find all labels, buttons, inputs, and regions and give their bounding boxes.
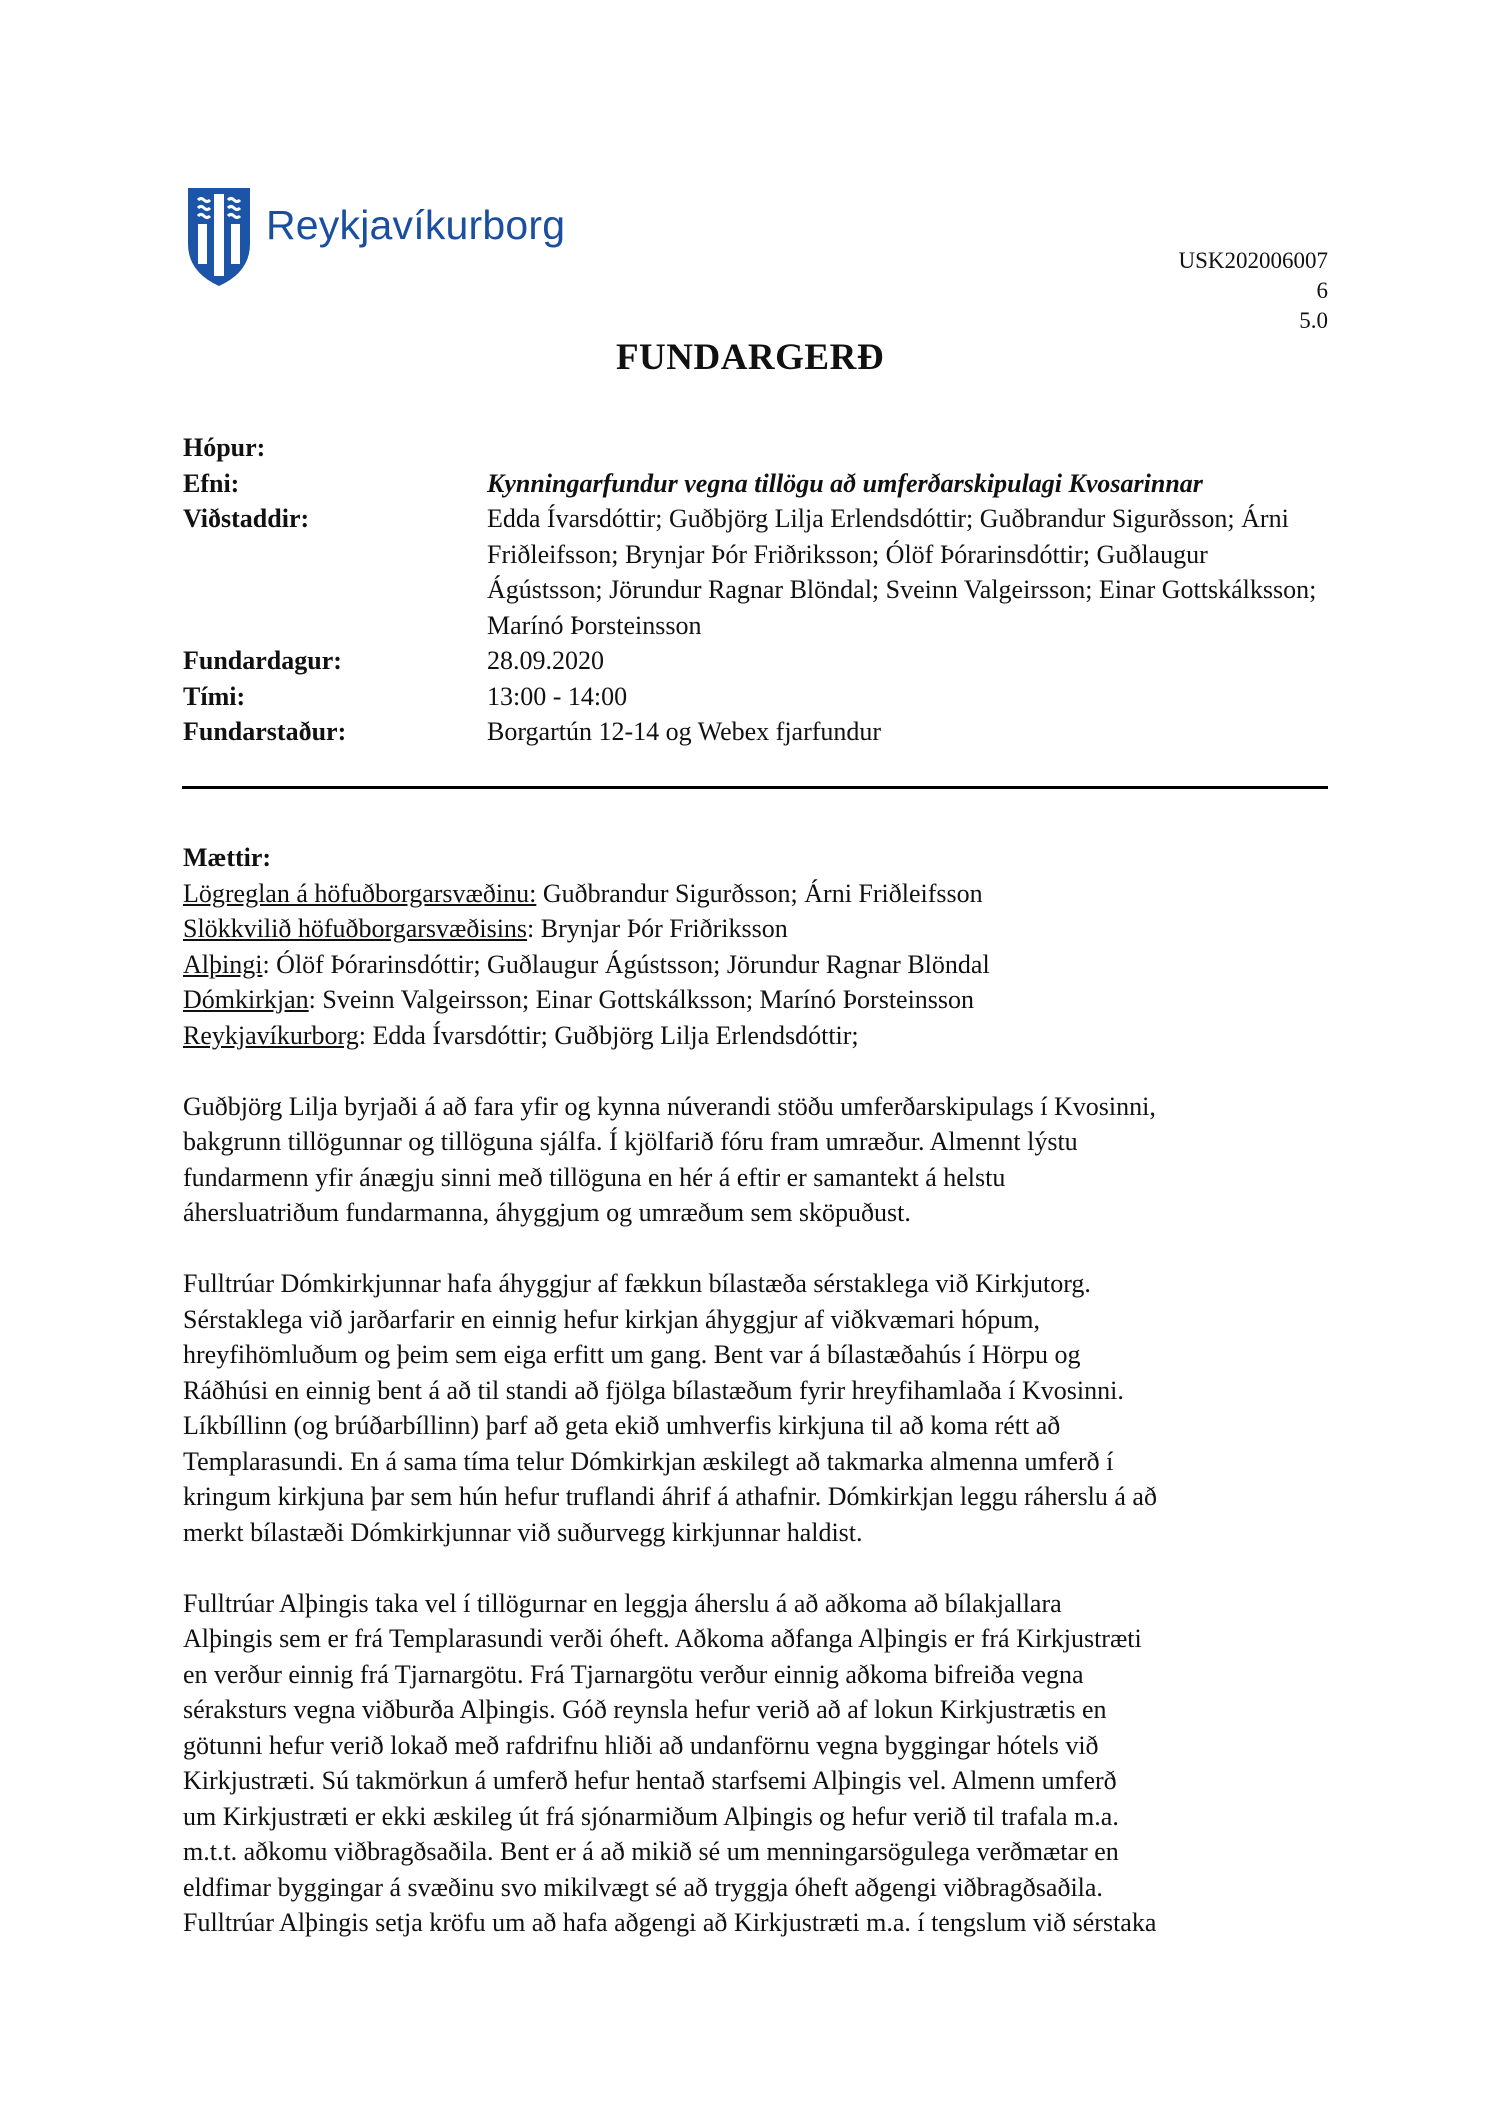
- attendance-row: [183, 876, 1328, 912]
- minutes-body: [183, 840, 1328, 1941]
- reference-code: USK202006007: [1178, 248, 1328, 273]
- paragraph-line: en verður einnig frá Tjarnargötu. Frá Tjarnargötu verður einnig aðkoma bifreiða vegna: [183, 1659, 1084, 1689]
- attendance-org: Dómkirkjan: [183, 985, 309, 1014]
- meta-value: 28.09.2020: [487, 646, 604, 675]
- logo: [186, 186, 565, 288]
- meta-row-present: [183, 501, 1328, 643]
- paragraph-line: eldfimar byggingar á svæðinu svo mikilvægt sé að tryggja óheft aðgengi viðbragðsaðila.: [183, 1872, 1103, 1902]
- divider: [182, 786, 1328, 789]
- attendance-org: Reykjavíkurborg: [183, 1020, 359, 1050]
- document-title: FUNDARGERÐ: [615, 337, 885, 378]
- paragraph-intro: [183, 1089, 1328, 1231]
- attendance-row: [183, 982, 1328, 1018]
- meta-row-subject: [183, 466, 1328, 502]
- meeting-info: [183, 430, 1328, 750]
- paragraph-line: Ráðhúsi en einnig bent á að til standi að fjölga bílastæðum fyrir hreyfihamlaða í Kvosinni.: [183, 1375, 1124, 1405]
- paragraph-line: götunni hefur verið lokað með rafdrifnu hliði að undanförnu vegna byggingar hótels við: [183, 1730, 1099, 1760]
- meta-row-group: [183, 430, 1328, 466]
- meta-label: Fundarstaður:: [183, 717, 347, 746]
- attendance-names: : Edda Ívarsdóttir; Guðbjörg Lilja Erlendsdóttir;: [358, 1020, 859, 1050]
- meta-label: Viðstaddir:: [183, 504, 310, 533]
- paragraph-line: kringum kirkjuna þar sem hún hefur truflandi áhrif á athafnir. Dómkirkjan leggu ráherslu á að: [183, 1482, 1157, 1511]
- paragraph-line: Templarasundi. En á sama tíma telur Dómkirkjan æskilegt að takmarka almenna umferð í: [183, 1446, 1114, 1476]
- paragraph-line: m.t.t. aðkomu viðbragðsaðila. Bent er á að mikið sé um menningarsögulega verðmætar en: [183, 1837, 1119, 1866]
- paragraph-line: Guðbjörg Lilja byrjaði á að fara yfir og kynna núverandi stöðu umferðarskipulags í Kvosinni,: [183, 1091, 1156, 1121]
- attendance-row: [183, 947, 1328, 983]
- attendance-names: : Ólöf Þórarinsdóttir; Guðlaugur Ágústsson; Jörundur Ragnar Blöndal: [262, 949, 990, 979]
- attendance-org: Alþingi: [183, 949, 263, 979]
- attendance-org: Lögreglan á höfuðborgarsvæðinu:: [183, 878, 537, 908]
- meta-value: 13:00 - 14:00: [487, 681, 628, 711]
- paragraph-domkirkjan: [183, 1266, 1328, 1550]
- reference-version: 5.0: [1299, 308, 1328, 333]
- reykjavik-shield-icon: [186, 186, 252, 288]
- paragraph-althingi: [183, 1586, 1328, 1941]
- paragraph-line: Fulltrúar Alþingis setja kröfu um að hafa aðgengi að Kirkjustræti m.a. í tengslum við sérstaka: [183, 1908, 1157, 1937]
- attendance-row: [183, 911, 1328, 947]
- paragraph-line: merkt bílastæði Dómkirkjunnar við suðurvegg kirkjunnar haldist.: [183, 1517, 863, 1547]
- paragraph-line: Alþingis sem er frá Templarasundi verði óheft. Aðkoma aðfanga Alþingis er frá Kirkjustræti: [183, 1624, 1142, 1653]
- meta-label: Efni:: [183, 468, 240, 498]
- meta-label: Hópur:: [183, 433, 266, 462]
- attendance-heading: Mættir:: [183, 843, 272, 872]
- meta-row-time: [183, 679, 1328, 715]
- attendance-names: : Brynjar Þór Friðriksson: [527, 914, 788, 943]
- reference-number: 6: [1316, 278, 1328, 303]
- meta-value: Kynningarfundur vegna tillögu að umferðarskipulagi Kvosarinnar: [487, 468, 1203, 498]
- paragraph-line: Kirkjustræti. Sú takmörkun á umferð hefur hentað starfsemi Alþingis vel. Almenn umferð: [183, 1766, 1117, 1795]
- paragraph-line: um Kirkjustræti er ekki æskileg út frá sjónarmiðum Alþingis og hefur verið til trafala m.a.: [183, 1801, 1119, 1831]
- meta-value: Borgartún 12-14 og Webex fjarfundur: [487, 717, 882, 746]
- paragraph-line: bakgrunn tillögunnar og tillöguna sjálfa. Í kjölfarið fóru fram umræður. Almennt lýstu: [183, 1127, 1078, 1156]
- logo-text: Reykjavíkurborg: [266, 201, 566, 248]
- meta-row-date: [183, 643, 1328, 679]
- paragraph-line: áhersluatriðum fundarmanna, áhyggjum og umræðum sem sköpuðust.: [183, 1198, 911, 1227]
- paragraph-line: Fulltrúar Dómkirkjunnar hafa áhyggjur af fækkun bílastæða sérstaklega við Kirkjutorg.: [183, 1269, 1091, 1298]
- meta-label: Tími:: [183, 681, 246, 711]
- paragraph-line: Líkbíllinn (og brúðarbíllinn) þarf að geta ekið umhverfis kirkjuna til að koma rétt að: [183, 1411, 1061, 1440]
- attendance-names: : Sveinn Valgeirsson; Einar Gottskálksson; Marínó Þorsteinsson: [308, 985, 975, 1014]
- paragraph-line: Fulltrúar Alþingis taka vel í tillögurnar en leggja áherslu á að aðkoma að bílakjallara: [183, 1588, 1062, 1618]
- reference-block: [1178, 246, 1328, 336]
- meta-label: Fundardagur:: [183, 646, 342, 675]
- meta-row-location: [183, 714, 1328, 750]
- attendance-org: Slökkvilið höfuðborgarsvæðisins: [183, 914, 528, 943]
- meta-value: [487, 430, 1328, 466]
- paragraph-line: séraksturs vegna viðburða Alþingis. Góð reynsla hefur verið að af lokun Kirkjustrætis en: [183, 1695, 1107, 1724]
- paragraph-line: Sérstaklega við jarðarfarir en einnig hefur kirkjan áhyggjur af viðkvæmari hópum,: [183, 1304, 1041, 1334]
- attendance-row: [183, 1018, 1328, 1054]
- meta-value: Edda Ívarsdóttir; Guðbjörg Lilja Erlendsdóttir; Guðbrandur Sigurðsson; Árni Friðleifsson; Brynjar Þór Friðriksson; Ólöf Þórarinsdóttir; Guðlaugur Ágústsson; Jörundur Ragnar Blöndal; Sveinn Valgeirsson; Einar Gottskálksson; Marínó Þorsteinsson: [487, 504, 1317, 640]
- paragraph-line: hreyfihömluðum og þeim sem eiga erfitt um gang. Bent var á bílastæðahús í Hörpu og: [183, 1340, 1081, 1369]
- attendance-names: Guðbrandur Sigurðsson; Árni Friðleifsson: [536, 878, 983, 908]
- paragraph-line: fundarmenn yfir ánægju sinni með tillöguna en hér á eftir er samantekt á helstu: [183, 1162, 1006, 1192]
